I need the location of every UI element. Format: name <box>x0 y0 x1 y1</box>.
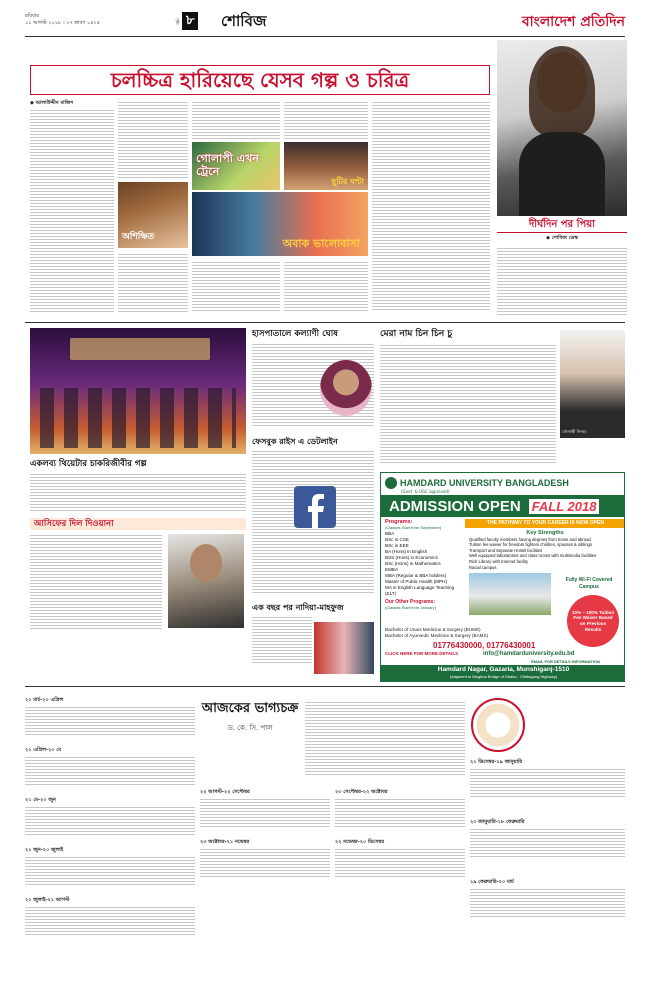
ad-program-item: MBA (Regular & BBA holders) <box>385 573 447 578</box>
sign-date: ২১ মে-২০ জুন <box>25 797 56 803</box>
lead-bottom-rule <box>25 322 625 323</box>
piya-title: দীর্ঘদিন পর পিয়া <box>497 218 627 233</box>
ad-other-item: Bachelor of Unani Medicine & Surgery (BUMS) <box>385 627 481 632</box>
ad-program-item: BSc (Hons) in Mathematics <box>385 561 441 566</box>
ad-admission: ADMISSION OPEN <box>389 497 521 515</box>
sign-libra <box>335 790 465 834</box>
horoscope-top-rule <box>25 686 625 687</box>
horoscope-title: আজকের ভাগ্যচক্র <box>201 701 299 716</box>
facebook-title: ফেসবুক রাইস এ ডেটলাইন <box>252 436 338 446</box>
piya-byline: ◆ শোবিজ ডেস্ক <box>546 235 578 241</box>
ad-campus-photo <box>469 573 551 615</box>
sign-date: ২১ জুলাই-২১ আগস্ট <box>25 897 70 903</box>
masthead-rule <box>25 36 625 37</box>
horoscope-section <box>25 690 625 978</box>
sign-text <box>25 755 195 787</box>
ad-key-title: Key Strengths <box>526 530 564 536</box>
section-title: শোবিজ <box>221 12 267 30</box>
sign-date: ২২ নভেম্বর-২০ ডিসেম্বর <box>335 839 385 845</box>
sign-date: ২১ এপ্রিল-২০ মে <box>25 747 62 753</box>
sonakshi-body-text <box>380 343 556 463</box>
sign-text <box>470 887 625 919</box>
brand-logo: বাংলাদেশ প্রতিদিন <box>521 14 625 30</box>
piya-hair <box>529 46 595 136</box>
sign-text <box>470 827 625 859</box>
ad-program-item: BSS (Hons) in Economics <box>385 555 438 560</box>
facebook-f-glyph <box>294 486 336 528</box>
ad-key-strengths <box>469 531 621 570</box>
sign-pisces <box>470 880 625 924</box>
sign-text <box>25 905 195 937</box>
asif-body-text <box>30 533 162 629</box>
sign-date: ২১ মার্চ-২০ এপ্রিল <box>25 697 64 703</box>
ad-program-item: BSc in EEE <box>385 543 409 548</box>
sign-date: ২১ ডিসেম্বর-১৯ জানুয়ারি <box>470 759 523 765</box>
sign-sagittarius <box>335 840 465 884</box>
ekalavya-title: একলব্য থিয়েটার চাকরিজীবীর গল্প <box>30 459 147 469</box>
poster-oshikkhito <box>118 182 188 248</box>
ad-programs-note: (Classes Start from September) <box>385 525 442 530</box>
sign-text <box>335 847 465 879</box>
ad-term: FALL 2018 <box>529 499 600 514</box>
kalyani-title: হাসপাতালে কল্যাণী ঘোষ <box>252 329 338 339</box>
ad-address: Hamdard Nagar, Gazaria, Munshiganj-1510 <box>437 666 570 673</box>
ad-program-item: Master of Public Health (MPH) <box>385 579 448 584</box>
sonakshi-title: মেরা নাম চিন চিন চু <box>380 329 453 339</box>
poster-title-3: অশিক্ষিত <box>122 232 155 242</box>
ad-email[interactable]: info@hamdarduniversity.edu.bd <box>483 651 575 657</box>
lead-column-5 <box>372 100 490 312</box>
horoscope-author: ড. কে. সি. পাল <box>227 724 273 732</box>
sign-text <box>470 767 625 799</box>
ad-key-item: Rich Library with Internet facility <box>469 558 529 564</box>
ad-other-programs <box>385 627 535 639</box>
sign-gemini <box>25 798 195 842</box>
ad-program-item: BA (Hons) in English <box>385 549 428 554</box>
sign-date: ২৩ অক্টোবর-২১ নভেম্বর <box>200 839 250 845</box>
sign-date: ২০ জানুয়ারি-১৮ ফেব্রুয়ারি <box>470 819 525 825</box>
sign-text <box>25 805 195 837</box>
ad-other-title: Our Other Programs: <box>385 599 436 605</box>
ad-program-item: BSc in CSE <box>385 537 409 542</box>
date: ১১ আগস্ট ২০১৮ । ২৭ শ্রাবণ ১৪২৫ <box>25 20 100 26</box>
sign-text <box>25 705 195 737</box>
hamdard-ad[interactable] <box>380 472 625 682</box>
page-number: ৮ <box>182 12 198 30</box>
ad-tagline: THE PATHWAY TO YOUR CAREER IS NOW OPEN <box>465 519 625 528</box>
ad-key-item: Racial campus <box>469 564 497 570</box>
ad-programs-title: Programs: <box>385 519 413 525</box>
page-label: পৃষ্ঠা <box>175 17 180 25</box>
sign-date: ২৩ সেপ্টেম্বর-২২ অক্টোবর <box>335 789 388 795</box>
ad-other-item: Bachelor of Ayurvedic Medicine & Surgery (BAMS) <box>385 633 489 638</box>
ad-address-bar <box>381 665 625 682</box>
ad-email-label: EMAIL FOR DETAILS INFORMATION <box>531 659 600 664</box>
sign-leo <box>25 898 195 942</box>
facebook-logo-icon <box>294 486 336 528</box>
sign-date: ১৯ ফেব্রুয়ারি-২০ মার্চ <box>470 879 514 885</box>
zodiac-wheel-icon <box>471 698 525 752</box>
lead-headline: চলচ্চিত্র হারিয়েছে যেসব গল্প ও চরিত্র <box>110 68 410 92</box>
ad-program-item: MA in English Language Teaching (ELT) <box>385 585 455 596</box>
stage-figures <box>40 388 236 448</box>
ad-click-link[interactable]: CLICK HERE FOR MORE DETAILS <box>385 651 459 656</box>
sign-text <box>200 797 330 829</box>
lead-column-2b <box>118 252 188 312</box>
lead-column-1 <box>30 108 114 312</box>
sign-aquarius <box>470 820 625 864</box>
horoscope-title-box <box>200 700 300 780</box>
sign-date: ২২ আগস্ট-২২ সেপ্টেম্বর <box>200 789 250 795</box>
piya-box <box>497 218 627 316</box>
poster-chhutir-ghonta <box>284 142 368 190</box>
ad-program-item: BBA <box>385 531 395 536</box>
sign-scorpio <box>200 840 330 884</box>
sonakshi-photo <box>560 330 625 438</box>
ad-key-item: Transport and Separate Hostel facilities <box>469 547 543 553</box>
sign-text <box>335 797 465 829</box>
sign-date: ২১ জুন-২০ জুলাই <box>25 847 64 853</box>
lead-column-4b <box>284 260 368 312</box>
ad-key-item: Well equipped laboratories and class rooms with multimedia facilities <box>469 553 597 559</box>
ad-logo-icon <box>385 477 397 489</box>
sign-virgo <box>200 790 330 834</box>
poster-title-1: গোলাপী এখন ট্রেনে <box>196 152 259 178</box>
lead-column-2 <box>118 100 188 180</box>
lead-column-3 <box>192 100 280 140</box>
ad-program-item: EMBA <box>385 567 399 572</box>
ad-other-note: (Classes Start from January) <box>385 605 436 610</box>
ad-key-item: Qualified faculty members having degrees from home and abroad <box>469 536 591 542</box>
ad-wifi-badge: Fully Wi-Fi Covered Campus <box>565 577 613 590</box>
date-line <box>25 13 165 27</box>
masthead <box>25 10 625 35</box>
sign-capricorn <box>470 760 625 804</box>
poster-title-4: অবাক ভালোবাসা <box>282 237 360 250</box>
ad-key-item: Tuition fee waiver for freedom fighters children, spouses & siblings <box>469 542 592 548</box>
lead-column-4 <box>284 100 368 140</box>
ad-program-list <box>385 531 465 597</box>
ad-waiver: 10% – 100% Tuition Fee Waiver Based on Previous Results <box>571 609 615 632</box>
poster-obak-bhalobasha <box>192 192 368 256</box>
sign-taurus <box>25 748 195 792</box>
asif-face <box>190 544 222 582</box>
ad-address-sub: (Adjacent to Meghna Bridge of Dhaka - Chittagong Highway) <box>449 674 558 679</box>
ekalavya-body-text <box>30 472 246 512</box>
ekalavya-stage-photo <box>30 328 246 454</box>
poster-golapi-ekhon-train <box>192 142 280 190</box>
stage-banner <box>70 338 210 360</box>
ad-programs <box>385 519 465 610</box>
lead-column-3b <box>192 260 280 312</box>
ekalavya-box <box>30 458 246 514</box>
ad-phone[interactable]: 01776430000, 01776430001 <box>433 641 536 650</box>
asif-title: আসিফের দিল দিওয়ানা <box>30 518 246 530</box>
ad-logo <box>385 476 622 490</box>
sign-text <box>200 847 330 879</box>
piya-body <box>519 132 605 216</box>
poster-title-2: ছুটির ঘণ্টা <box>331 176 364 186</box>
sonakshi-caption: সোনাক্ষী সিনহা <box>562 429 587 434</box>
nadia-photo <box>314 622 374 674</box>
piya-body-text <box>497 246 627 316</box>
lead-headline-box <box>30 65 490 95</box>
kalyani-photo <box>320 360 372 416</box>
day: রবিবার <box>25 13 39 19</box>
asif-photo <box>168 534 244 628</box>
horoscope-intro <box>305 700 465 776</box>
ad-waiver-badge <box>567 595 619 647</box>
sign-cancer <box>25 848 195 892</box>
sign-text <box>25 855 195 887</box>
piya-photo <box>497 40 627 216</box>
ad-logo-text: HAMDARD UNIVERSITY BANGLADESH <box>400 478 569 488</box>
lead-byline: ◆ আলাউদ্দীন মাজিদ <box>30 100 74 106</box>
ad-logo-sub: (Govt. & UGC approved) <box>401 489 450 494</box>
sign-aries <box>25 698 195 742</box>
nadia-body-text <box>252 615 312 665</box>
nadia-title: এক বছর পর নাদিয়া-মাহফুজ <box>252 602 344 612</box>
ad-admission-banner <box>381 495 625 517</box>
